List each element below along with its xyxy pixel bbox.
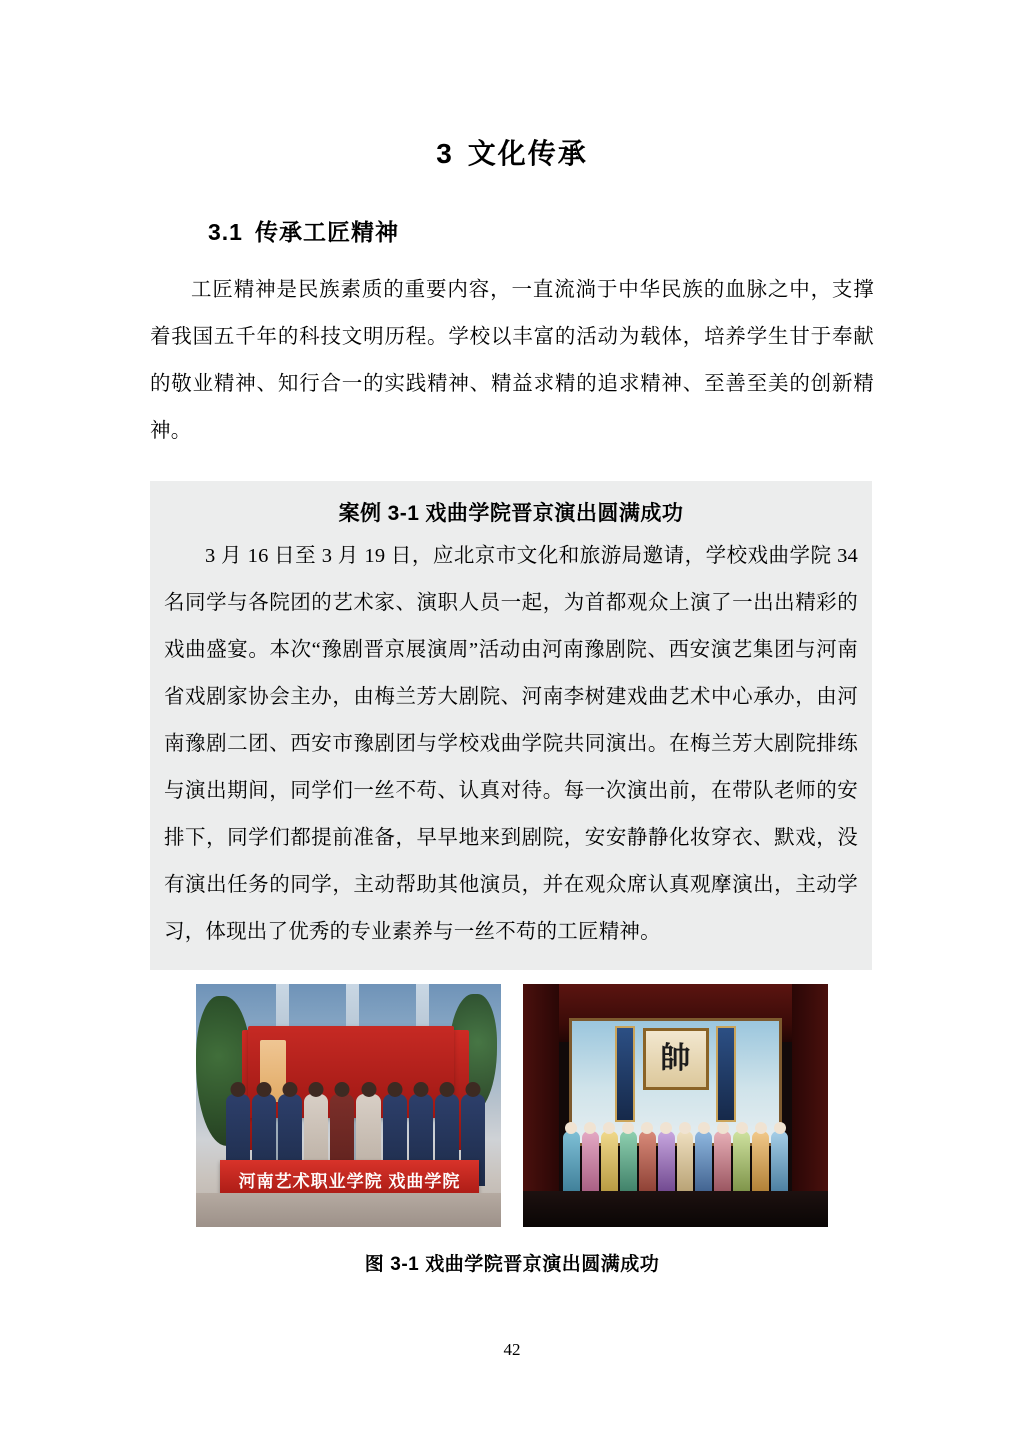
actor — [752, 1131, 769, 1193]
group-photo — [196, 984, 501, 1227]
case-box — [150, 481, 872, 970]
figure-caption-text: 戏曲学院晋京演出圆满成功 — [425, 1254, 660, 1275]
photo-banner-text: 河南艺术职业学院 戏曲学院 — [238, 1171, 461, 1191]
chapter-title — [150, 0, 874, 172]
case-number: 3-1 — [387, 502, 420, 525]
stage-scroll-left — [615, 1026, 635, 1122]
figure-label: 图 — [364, 1254, 385, 1275]
case-label: 案例 — [338, 502, 382, 525]
actor — [714, 1131, 731, 1193]
actor — [658, 1131, 675, 1193]
case-title-text: 戏曲学院晋京演出圆满成功 — [425, 502, 684, 525]
actor — [620, 1131, 637, 1193]
page-content — [150, 0, 874, 1276]
case-box-title — [164, 497, 858, 527]
hall-floor — [196, 1193, 501, 1227]
section-number: 3.1 — [208, 219, 243, 245]
actor — [677, 1131, 694, 1193]
actor — [601, 1131, 618, 1193]
stage-floor — [523, 1191, 828, 1227]
actors-row — [563, 1119, 788, 1193]
stage-sign-text: 帥 — [660, 1042, 691, 1075]
figure-row — [150, 984, 874, 1227]
page-number: 42 — [503, 1340, 521, 1359]
section-title-text: 传承工匠精神 — [254, 219, 399, 245]
actor — [733, 1131, 750, 1193]
stage-performance-photo — [523, 984, 828, 1227]
figure-caption — [150, 1249, 874, 1276]
case-paragraph: 3 月 16 日至 3 月 19 日，应北京市文化和旅游局邀请，学校戏曲学院 34 名同学与各院团的艺术家、演职人员一起，为首都观众上演了一出出精彩的戏曲盛宴。本次“豫剧晋京展演周”活动由河南豫剧院、西安演艺集团与河南省戏剧家协会主办，由梅兰芳大剧院、河南李树建戏曲艺术中心承办，由河南豫剧二团、西安市豫剧团与学校戏曲学院共同演出。在梅兰芳大剧院排练与演出期间，同学们一丝不苟、认真对待。每一次演出前，在带队老师的安排下，同学们都提前准备，早早地来到剧院，安安静静化妆穿衣、默戏，没有演出任务的同学，主动帮助其他演员，并在观众席认真观摩演出，主动学习，体现出了优秀的专业素养与一丝不苟的工匠精神。 — [164, 545, 858, 943]
chapter-title-text: 文化传承 — [467, 138, 588, 169]
actor — [563, 1131, 580, 1193]
actor — [639, 1131, 656, 1193]
chapter-number: 3 — [436, 138, 454, 169]
actor — [771, 1131, 788, 1193]
actor — [582, 1131, 599, 1193]
intro-paragraph: 工匠精神是民族素质的重要内容，一直流淌于中华民族的血脉之中，支撑着我国五千年的科技文明历程。学校以丰富的活动为载体，培养学生甘于奉献的敬业精神、知行合一的实践精神、精益求精的追求精神、至善至美的创新精神。 — [150, 279, 874, 442]
figure-number: 3-1 — [390, 1254, 420, 1275]
stage-sign — [643, 1028, 709, 1090]
section-title — [150, 172, 874, 247]
actor — [695, 1131, 712, 1193]
stage-scroll-right — [716, 1026, 736, 1122]
